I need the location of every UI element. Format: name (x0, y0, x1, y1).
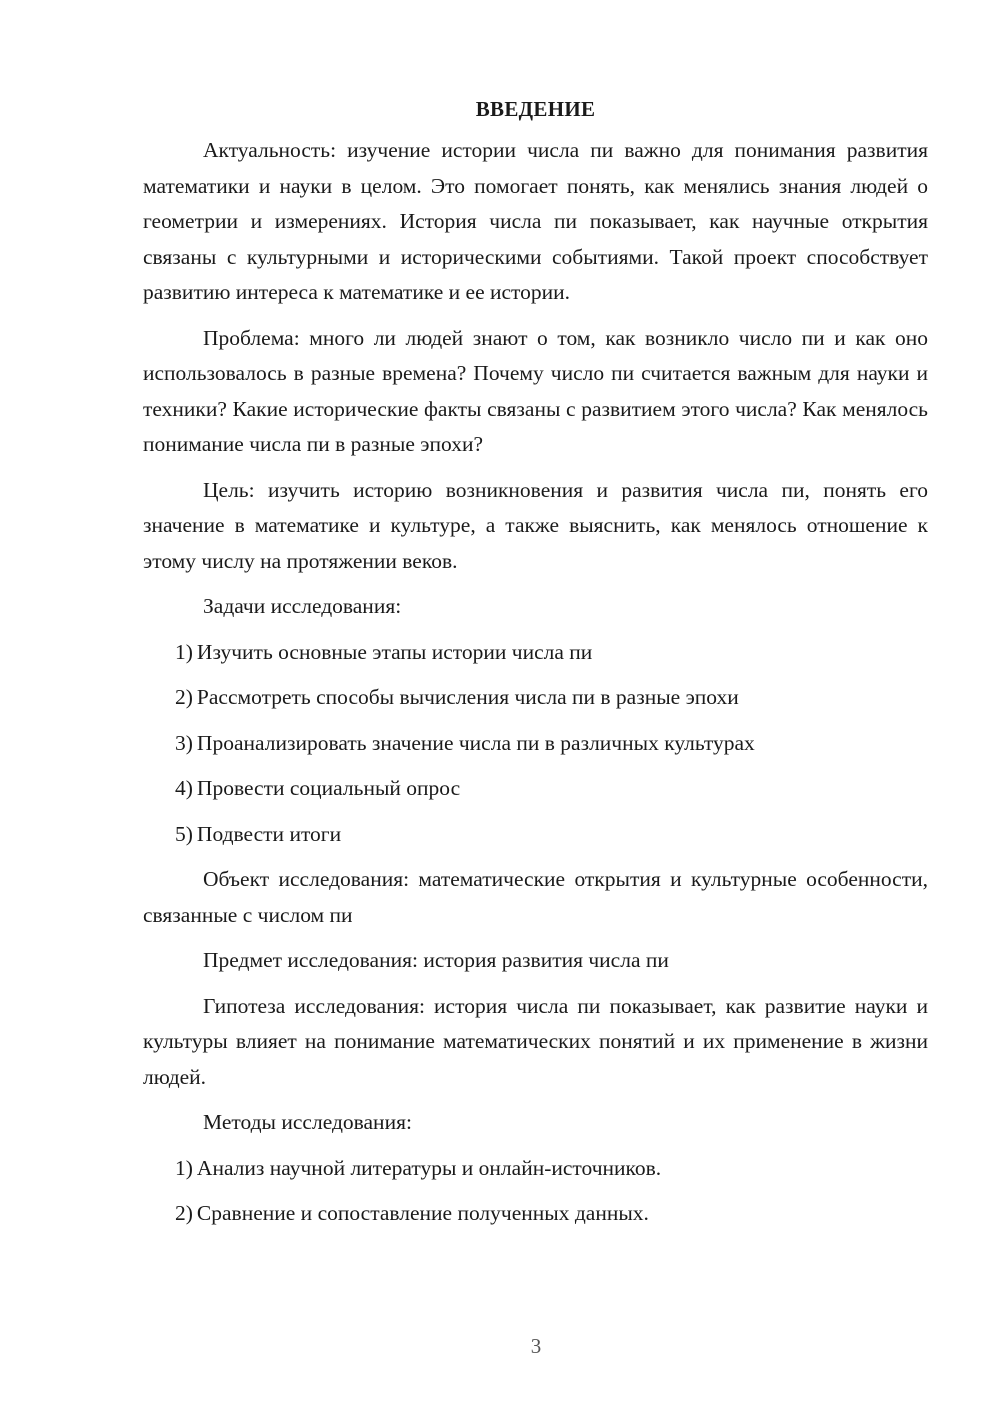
object-paragraph: Объект исследования: математические открытия и культурные особенности, связанные с числом пи (143, 867, 928, 927)
document-page (143, 92, 928, 1242)
list-item-text: Проанализировать значение числа пи в различных культурах (196, 730, 755, 755)
goal-paragraph: Цель: изучить историю возникновения и развития числа пи, понять его значение в математике и культуре, а также выяснить, как менялось отношение к этому числу на протяжении веков. (143, 477, 928, 573)
subject-paragraph: Предмет исследования: история развития числа пи (203, 948, 669, 972)
problem-paragraph: Проблема: много ли людей знают о том, как возникло число пи и как оно использовалось в разные времена? Почему число пи считается важным для науки и техники? Какие исторические факты связаны с развитием этого числа? Как менялось понимание числа пи в разные эпохи? (143, 325, 928, 456)
list-item-number: 2) (175, 685, 193, 709)
tasks-heading: Задачи исследования: (203, 594, 402, 618)
list-item (143, 1151, 928, 1187)
relevance-paragraph: Актуальность: изучение истории числа пи важно для понимания развития математики и науки в целом. Это помогает понять, как менялись знания людей о геометрии и измерениях. История числа пи показывает, как научные открытия связаны с культурными и историческими событиями. Такой проект способствует развитию интереса к математике и ее истории. (143, 138, 928, 304)
list-item-number: 1) (175, 639, 193, 664)
list-item-text: Подвести итоги (196, 821, 342, 846)
list-item-number: 5) (175, 821, 193, 846)
list-item (143, 817, 928, 853)
page-title: ВВЕДЕНИЕ (475, 97, 596, 121)
list-item (143, 771, 928, 807)
list-item-number: 2) (175, 1201, 193, 1225)
methods-list (143, 1151, 928, 1232)
list-item (143, 635, 928, 671)
list-item-text: Рассмотреть способы вычисления числа пи в разные эпохи (196, 685, 739, 709)
methods-heading: Методы исследования: (203, 1110, 412, 1134)
list-item (143, 680, 928, 716)
list-item-text: Анализ научной литературы и онлайн-источников. (196, 1155, 662, 1180)
page-number: 3 (530, 1334, 542, 1358)
list-item-text: Провести социальный опрос (196, 776, 461, 800)
list-item-number: 3) (175, 730, 193, 755)
list-item-number: 1) (175, 1155, 193, 1180)
list-item-number: 4) (175, 776, 193, 800)
list-item (143, 1196, 928, 1232)
list-item-text: Изучить основные этапы истории числа пи (196, 639, 593, 664)
hypothesis-paragraph: Гипотеза исследования: история числа пи показывает, как развитие науки и культуры влияет на понимание математических понятий и их применение в жизни людей. (143, 993, 928, 1089)
list-item-text: Сравнение и сопоставление полученных данных. (196, 1201, 649, 1225)
tasks-list (143, 635, 928, 853)
list-item (143, 726, 928, 762)
